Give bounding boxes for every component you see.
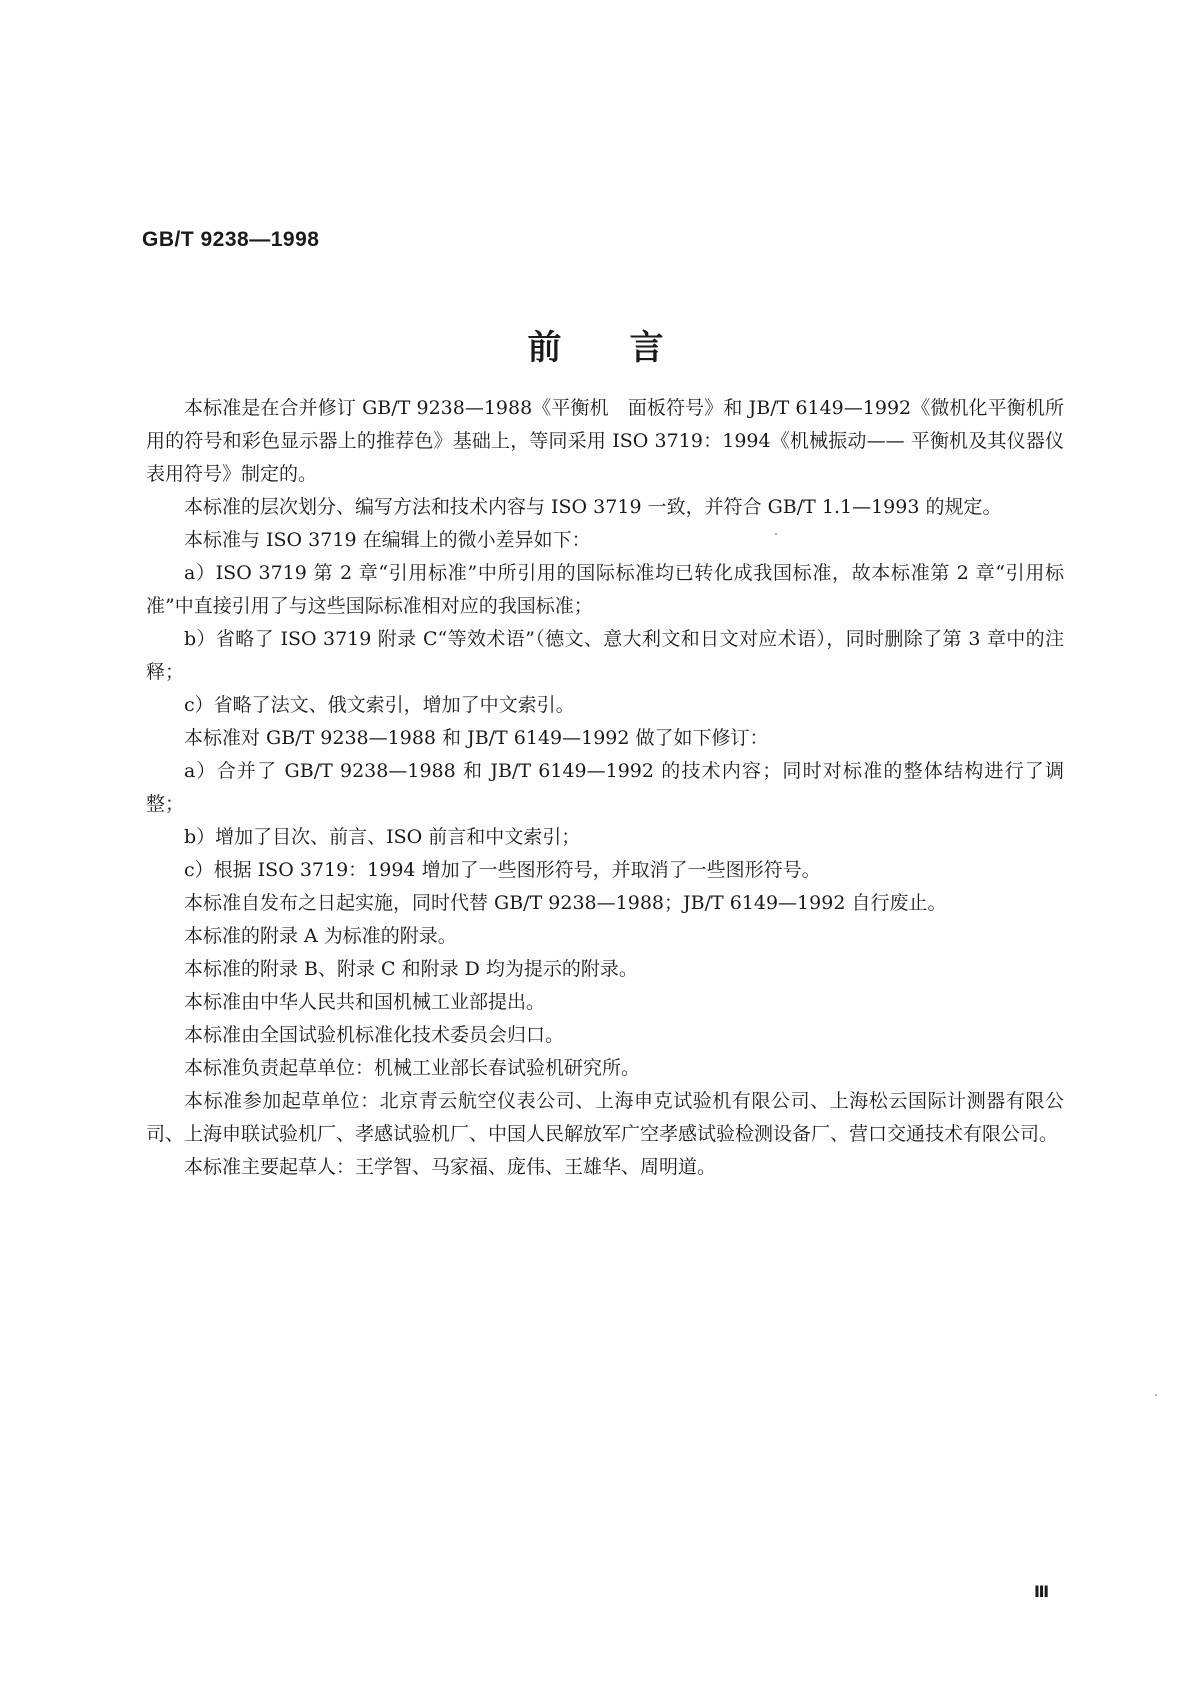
list-item: b）增加了目次、前言、ISO 前言和中文索引；: [184, 826, 581, 848]
foreword-body: [146, 392, 1064, 1184]
paragraph: 本标准由中华人民共和国机械工业部提出。: [184, 991, 546, 1013]
section-title: 前 言: [527, 328, 664, 368]
page-number: Ⅲ: [1034, 1582, 1050, 1601]
list-item: c）根据 ISO 3719：1994 增加了一些图形符号，并取消了一些图形符号。: [184, 859, 821, 881]
paragraph: 本标准参加起草单位：北京青云航空仪表公司、上海申克试验机有限公司、上海松云国际计测器有限公司、上海申联试验机厂、孝感试验机厂、中国人民解放军广空孝感试验检测设备厂、营口交通技术有限公司。: [146, 1090, 1064, 1145]
paragraph: 本标准自发布之日起实施，同时代替 GB/T 9238—1988；JB/T 6149—1992 自行废止。: [184, 892, 947, 914]
paragraph: 本标准主要起草人：王学智、马家福、庞伟、王雄华、周明道。: [184, 1156, 717, 1178]
scan-speck: [1155, 1394, 1157, 1396]
paragraph: 本标准负责起草单位：机械工业部长春试验机研究所。: [184, 1057, 641, 1079]
document-code: GB/T 9238—1998: [142, 228, 320, 251]
paragraph: 本标准是在合并修订 GB/T 9238—1988《平衡机 面板符号》和 JB/T 6149—1992《微机化平衡机所用的符号和彩色显示器上的推荐色》基础上，等同采用 ISO 3719：1994《机械振动—— 平衡机及其仪器仪表用符号》制定的。: [146, 397, 1064, 485]
paragraph: 本标准的附录 A 为标准的附录。: [184, 925, 457, 947]
list-item: a）ISO 3719 第 2 章“引用标准”中所引用的国际标准均已转化成我国标准，故本标准第 2 章“引用标准”中直接引用了与这些国际标准相对应的我国标准；: [146, 562, 1064, 617]
scan-speck: [775, 533, 777, 535]
list-item: a）合并了 GB/T 9238—1988 和 JB/T 6149—1992 的技术内容；同时对标准的整体结构进行了调整；: [146, 760, 1064, 815]
list-item: c）省略了法文、俄文索引，增加了中文索引。: [184, 694, 575, 716]
paragraph: 本标准由全国试验机标准化技术委员会归口。: [184, 1024, 565, 1046]
paragraph: 本标准与 ISO 3719 在编辑上的微小差异如下：: [184, 529, 591, 551]
paragraph: 本标准的附录 B、附录 C 和附录 D 均为提示的附录。: [184, 958, 638, 980]
paragraph: 本标准对 GB/T 9238—1988 和 JB/T 6149—1992 做了如下修订：: [184, 727, 769, 749]
list-item: b）省略了 ISO 3719 附录 C“等效术语”（德文、意大利文和日文对应术语），同时删除了第 3 章中的注释；: [146, 628, 1064, 683]
paragraph: 本标准的层次划分、编写方法和技术内容与 ISO 3719 一致，并符合 GB/T 1.1—1993 的规定。: [184, 496, 1002, 518]
